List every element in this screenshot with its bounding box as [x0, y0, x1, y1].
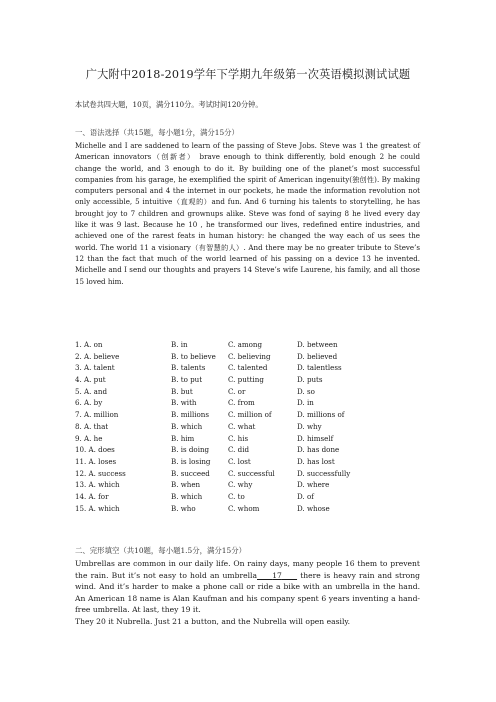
- option-d: D. believed: [297, 351, 338, 361]
- option-row: [75, 410, 420, 422]
- option-d: D. has done: [297, 445, 340, 455]
- option-a: 2. A. believe: [75, 351, 120, 361]
- option-b: B. in: [171, 340, 188, 349]
- option-row: [75, 352, 420, 364]
- option-row: [75, 504, 420, 516]
- section2-heading: 二、完形填空（共10题，每小题1.5分，满分15分）: [75, 546, 246, 555]
- option-d: D. so: [297, 386, 315, 396]
- section2-passage-b: there is heavy rain and strong wind. And it’s harder to make a phone call or ride a bike with an umbrella in the hand. An American 18 name is Alan Kaufman and his company spent 6 years inventing a hand-free umbrella. At last, they 19 it.: [75, 570, 421, 615]
- option-row: [75, 469, 420, 481]
- page-title: 广大附中2018-2019学年下学期九年级第一次英语模拟测试试题: [85, 68, 411, 81]
- option-a: 15. A. which: [75, 503, 120, 513]
- option-b: B. millions: [171, 410, 210, 420]
- option-b: B. who: [171, 503, 196, 513]
- option-c: C. million of: [228, 410, 272, 420]
- option-d: D. between: [297, 340, 338, 349]
- option-a: 14. A. for: [75, 491, 109, 501]
- option-a: 9. A. he: [75, 433, 103, 443]
- option-c: C. what: [228, 421, 256, 431]
- option-b: B. to put: [171, 375, 203, 385]
- option-a: 3. A. talent: [75, 363, 115, 373]
- option-c: C. to: [228, 491, 245, 501]
- option-c: C. from: [228, 398, 255, 408]
- option-row: [75, 445, 420, 457]
- option-b: B. is doing: [171, 445, 210, 455]
- blank-17: ____17____: [257, 570, 298, 580]
- option-a: 13. A. which: [75, 480, 120, 490]
- option-b: B. which: [171, 491, 203, 501]
- section1-heading: 一、语法选择（共15题，每小题1分，满分15分）: [75, 128, 239, 137]
- option-b: B. succeed: [171, 468, 210, 478]
- option-row: [75, 340, 420, 352]
- option-row: [75, 363, 420, 375]
- option-b: B. him: [171, 433, 195, 443]
- option-d: D. millions of: [297, 410, 345, 420]
- option-c: C. putting: [228, 375, 264, 385]
- option-b: B. but: [171, 386, 193, 396]
- option-a: 1. A. on: [75, 340, 103, 349]
- exam-intro: 本试卷共四大题，10页，满分110分。考试时间120分钟。: [75, 100, 263, 109]
- option-c: C. among: [228, 340, 263, 349]
- option-row: [75, 398, 420, 410]
- option-d: D. himself: [297, 433, 334, 443]
- section1-passage: Michelle and I are saddened to learn of the passing of Steve Jobs. Steve was 1 the greatest of American innovators（创新者） brave enough to think differently, bold enough 2 he could change the world, and 3 enough to do it. By building one of the planet’s most successful companies from his garage, he exemplified the spirit of American ingenuity(独创性). By making computers personal and 4 the internet in our pockets, he made the information revolution not only accessible, 5 intuitive（直观的）and fun. And 6 turning his talents to storytelling, he has brought joy to 7 children and grownups alike. Steve was fond of saying 8 he lived every day like it was 9 last. Because he 10 , he transformed our lives, redefined entire industries, and achieved one of the rarest feats in human history: he changed the way each of us sees the world. The world 11 a visionary（有智慧的人）. And there may be no greater tribute to Steve’s 12 than the fact that much of the world learned of his passing on a device 13 he invented. Michelle and I send our thoughts and prayers 14 Steve’s wife Laurene, his family, and all those 15 loved him.: [75, 141, 420, 286]
- option-row: [75, 422, 420, 434]
- option-a: 11. A. loses: [75, 456, 117, 466]
- option-b: B. to believe: [171, 351, 216, 361]
- option-b: B. with: [171, 398, 197, 408]
- option-c: C. his: [228, 433, 249, 443]
- option-row: [75, 492, 420, 504]
- option-d: D. whose: [297, 503, 330, 513]
- option-row: [75, 434, 420, 446]
- section2-passage-a: Umbrellas are common in our daily life. On rainy days, many people 16 them to prevent the rain. But it’s not easy to hold an umbrella: [75, 559, 420, 580]
- option-c: C. whom: [228, 503, 260, 513]
- section2-passage: [75, 558, 420, 628]
- option-a: 7. A. million: [75, 410, 119, 420]
- option-c: C. did: [228, 445, 250, 455]
- option-b: B. when: [171, 480, 201, 490]
- section2-passage-c: They 20 it Nubrella. Just 21 a button, and the Nubrella will open easily.: [75, 616, 351, 626]
- option-d: D. of: [297, 491, 314, 501]
- option-a: 6. A. by: [75, 398, 103, 408]
- option-c: C. successful: [228, 468, 275, 478]
- option-row: [75, 375, 420, 387]
- option-a: 12. A. success: [75, 468, 126, 478]
- option-c: C. believing: [228, 351, 271, 361]
- option-row: [75, 457, 420, 469]
- option-b: B. talents: [171, 363, 206, 373]
- option-d: D. talentless: [297, 363, 342, 373]
- option-c: C. why: [228, 480, 253, 490]
- option-a: 4. A. put: [75, 375, 106, 385]
- option-row: [75, 480, 420, 492]
- option-a: 10. A. does: [75, 445, 115, 455]
- option-d: D. puts: [297, 375, 323, 385]
- option-d: D. why: [297, 421, 322, 431]
- option-d: D. where: [297, 480, 330, 490]
- option-a: 8. A. that: [75, 421, 109, 431]
- option-d: D. successfully: [297, 468, 351, 478]
- option-b: B. which: [171, 421, 203, 431]
- option-c: C. lost: [228, 456, 251, 466]
- option-row: [75, 387, 420, 399]
- option-c: C. talented: [228, 363, 268, 373]
- options-list: [75, 340, 420, 515]
- option-d: D. in: [297, 398, 314, 408]
- option-d: D. has lost: [297, 456, 335, 466]
- option-c: C. or: [228, 386, 246, 396]
- option-b: B. is losing: [171, 456, 211, 466]
- option-a: 5. A. and: [75, 386, 107, 396]
